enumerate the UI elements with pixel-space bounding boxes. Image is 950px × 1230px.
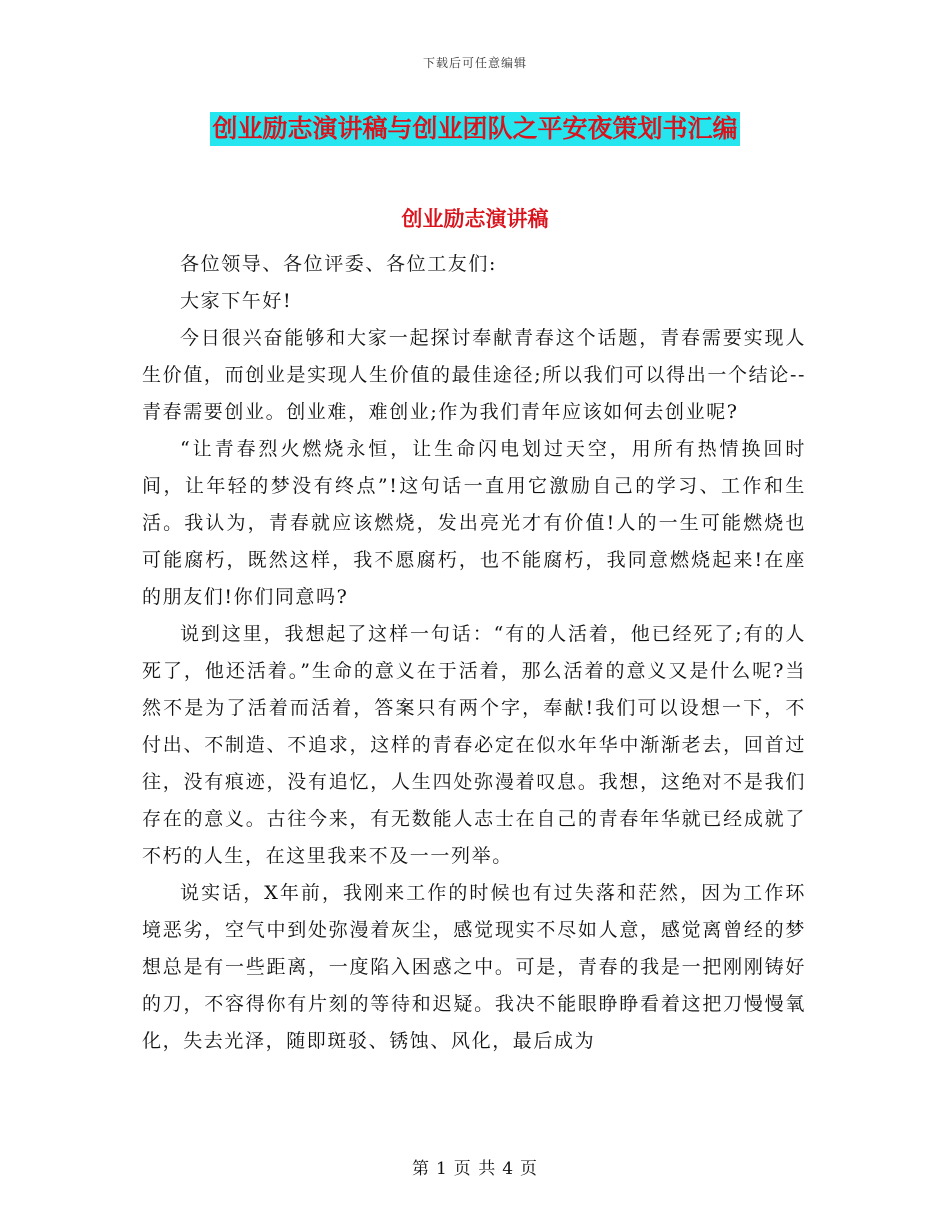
paragraph: 今日很兴奋能够和大家一起探讨奉献青春这个话题，青春需要实现人生价值，而创业是实现人生价值的最佳途径;所以我们可以得出一个结论--青春需要创业。创业难，难创业;作为我们青年应该如何去创业呢? [142,327,806,423]
paragraph-greeting: 大家下午好! [180,290,293,312]
page-footer [0,1154,950,1179]
footer-prefix: 第 [411,1159,430,1179]
footer-middle: 页 共 [453,1159,497,1179]
current-page-number: 1 [435,1159,448,1179]
total-pages-number: 4 [502,1159,515,1179]
document-title-container [0,112,950,146]
document-title: 创业励志演讲稿与创业团队之平安夜策划书汇编 [210,112,739,146]
page-header-note: 下载后可任意编辑 [422,56,527,70]
paragraph-salutation: 各位领导、各位评委、各位工友们: [180,253,498,275]
paragraph: 说到这里，我想起了这样一句话：“有的人活着，他已经死了;有的人死了，他还活着。”生命的意义在于活着，那么活着的意义又是什么呢?当然不是为了活着而活着，答案只有两个字，奉献!我们可以设想一下，不付出、不制造、不追求，这样的青春必定在似水年华中渐渐老去，回首过往，没有痕迹，没有追忆，人生四处弥漫着叹息。我想，这绝对不是我们存在的意义。古往今来，有无数能人志士在自己的青春年华就已经成就了不朽的人生，在这里我来不及一一列举。 [142,623,806,867]
paragraph: 说实话，X年前，我刚来工作的时候也有过失落和茫然，因为工作环境恶劣，空气中到处弥漫着灰尘，感觉现实不尽如人意，感觉离曾经的梦想总是有一些距离，一度陷入困惑之中。可是，青春的我是一把刚刚铸好的刀，不容得你有片刻的等待和迟疑。我决不能眼睁睁看着这把刀慢慢氧化，失去光泽，随即斑驳、锈蚀、风化，最后成为 [142,882,806,1052]
section-title: 创业励志演讲稿 [401,207,549,231]
footer-suffix: 页 [520,1159,539,1179]
document-body [142,246,806,1060]
paragraph: “让青春烈火燃烧永恒，让生命闪电划过天空，用所有热情换回时间，让年轻的梦没有终点”!这句话一直用它激励自己的学习、工作和生活。我认为，青春就应该燃烧，发出亮光才有价值!人的一生可能燃烧也可能腐朽，既然这样，我不愿腐朽，也不能腐朽，我同意燃烧起来!在座的朋友们!你们同意吗? [142,438,806,608]
